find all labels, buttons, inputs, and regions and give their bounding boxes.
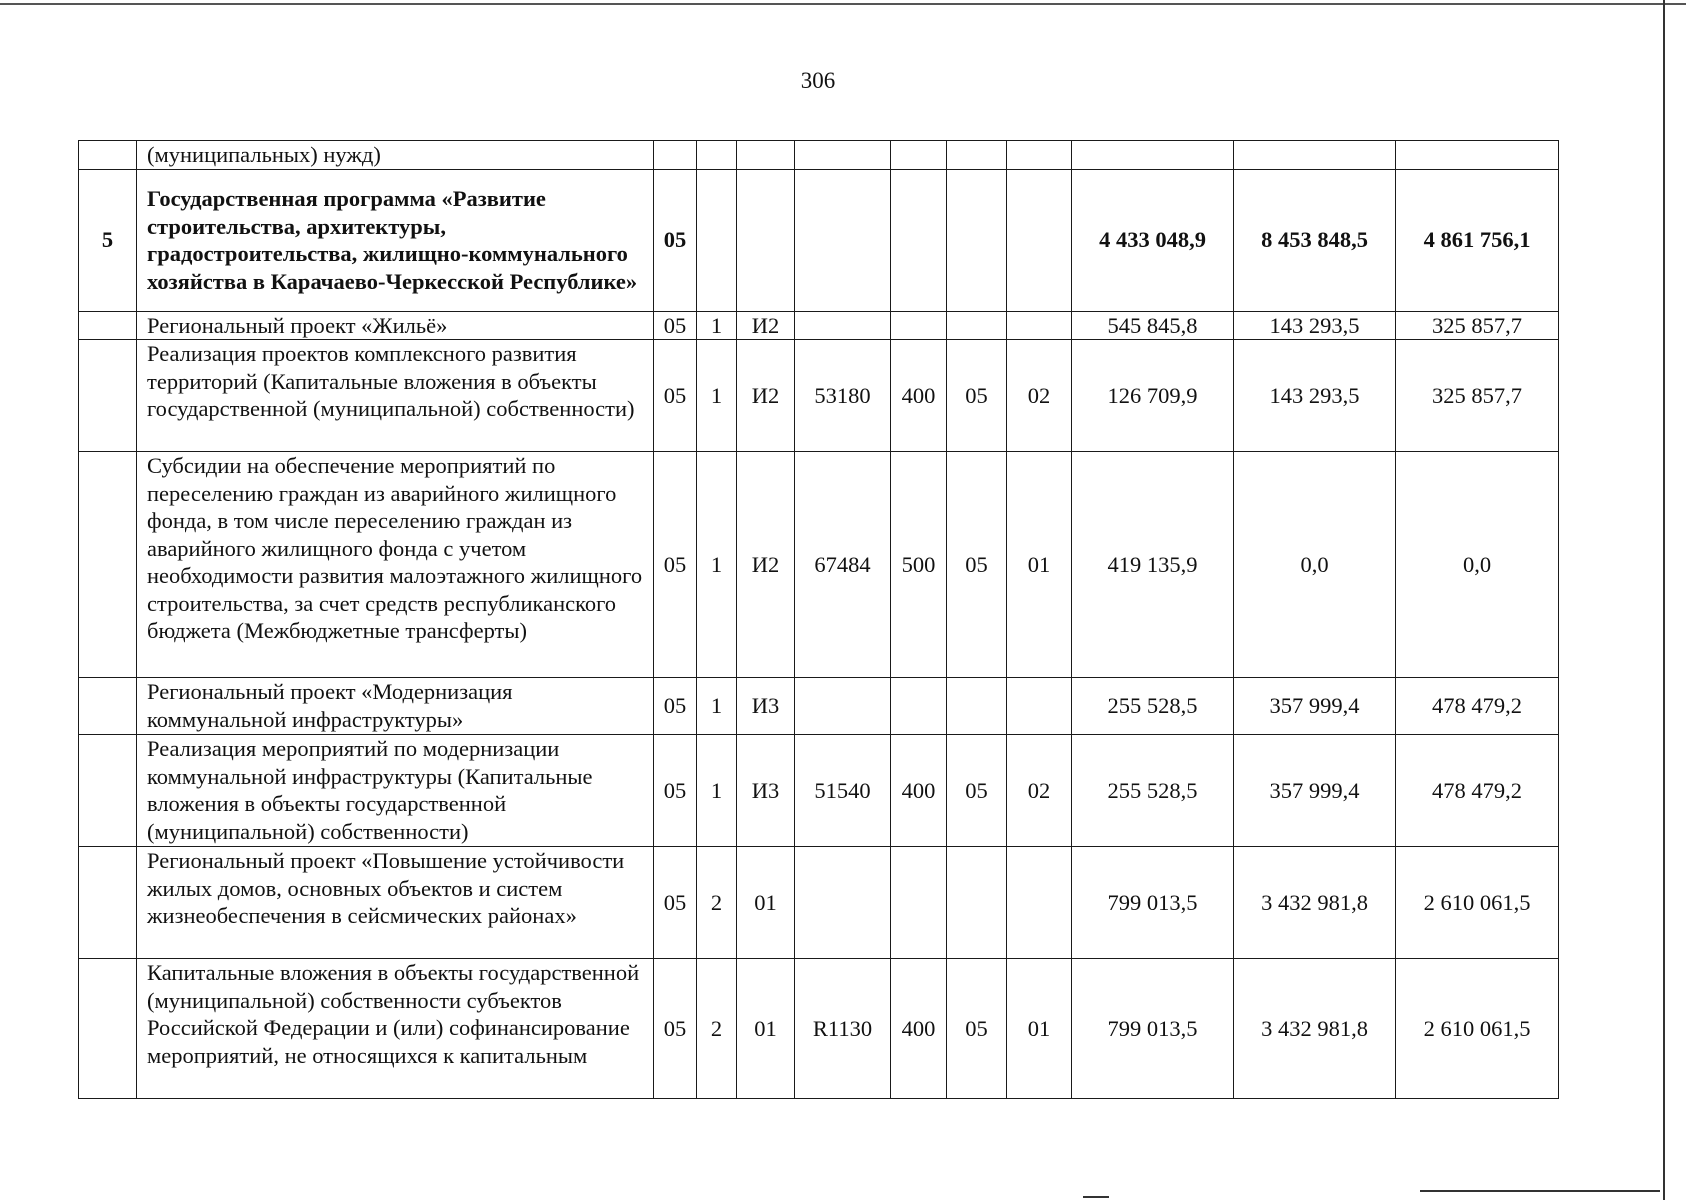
code-program bbox=[654, 141, 697, 170]
code-subprogram: 1 bbox=[697, 340, 737, 452]
code-project: И3 bbox=[737, 678, 795, 735]
code-subsection: 01 bbox=[1007, 959, 1072, 1099]
row-description: Государственная программа «Развитие строительства, архитектуры, градостроительства, жилищно-коммунального хозяйства в Карачаево-Черкесской Республике» bbox=[137, 169, 654, 311]
row-description: (муниципальных) нужд) bbox=[137, 141, 654, 170]
code-target: 67484 bbox=[795, 452, 891, 678]
amount-year-3 bbox=[1396, 141, 1559, 170]
code-expense-type: 400 bbox=[891, 340, 947, 452]
code-subprogram: 1 bbox=[697, 735, 737, 847]
row-description: Региональный проект «Повышение устойчивости жилых домов, основных объектов и систем жизнеобеспечения в сейсмических районах» bbox=[137, 847, 654, 959]
table-row bbox=[79, 169, 1559, 311]
code-expense-type bbox=[891, 678, 947, 735]
code-program: 05 bbox=[654, 169, 697, 311]
code-expense-type bbox=[891, 169, 947, 311]
amount-year-1: 126 709,9 bbox=[1072, 340, 1234, 452]
code-subsection bbox=[1007, 847, 1072, 959]
code-subsection bbox=[1007, 311, 1072, 340]
code-project bbox=[737, 141, 795, 170]
code-target: 53180 bbox=[795, 340, 891, 452]
amount-year-3: 478 479,2 bbox=[1396, 678, 1559, 735]
scan-artifact-bottom-mid bbox=[1083, 1196, 1109, 1198]
code-section bbox=[947, 169, 1007, 311]
code-expense-type: 500 bbox=[891, 452, 947, 678]
row-description: Субсидии на обеспечение мероприятий по переселению граждан из аварийного жилищного фонда, в том числе переселению граждан из аварийного жилищного фонда с учетом необходимости развития малоэтажного жилищного строительства, за счет средств республиканского бюджета (Межбюджетные трансферты) bbox=[137, 452, 654, 678]
code-program: 05 bbox=[654, 678, 697, 735]
scan-artifact-top-line bbox=[0, 3, 1686, 5]
code-section bbox=[947, 847, 1007, 959]
code-project: И2 bbox=[737, 311, 795, 340]
row-description: Капитальные вложения в объекты государственной (муниципальной) собственности субъектов Российской Федерации и (или) софинансирование мероприятий, не относящихся к капитальным bbox=[137, 959, 654, 1099]
table-row bbox=[79, 141, 1559, 170]
code-subprogram: 1 bbox=[697, 311, 737, 340]
code-subsection bbox=[1007, 169, 1072, 311]
code-expense-type bbox=[891, 311, 947, 340]
code-section: 05 bbox=[947, 452, 1007, 678]
amount-year-2 bbox=[1234, 141, 1396, 170]
code-program: 05 bbox=[654, 735, 697, 847]
code-section: 05 bbox=[947, 340, 1007, 452]
amount-year-3: 325 857,7 bbox=[1396, 340, 1559, 452]
code-subsection: 01 bbox=[1007, 452, 1072, 678]
amount-year-3: 2 610 061,5 bbox=[1396, 847, 1559, 959]
scan-artifact-bottom-right bbox=[1420, 1190, 1660, 1192]
amount-year-2: 3 432 981,8 bbox=[1234, 847, 1396, 959]
code-expense-type bbox=[891, 847, 947, 959]
code-program: 05 bbox=[654, 340, 697, 452]
table-body bbox=[79, 141, 1559, 1099]
code-subprogram: 1 bbox=[697, 678, 737, 735]
code-program: 05 bbox=[654, 311, 697, 340]
row-description: Региональный проект «Жильё» bbox=[137, 311, 654, 340]
amount-year-2: 3 432 981,8 bbox=[1234, 959, 1396, 1099]
code-project: И2 bbox=[737, 340, 795, 452]
amount-year-2: 143 293,5 bbox=[1234, 311, 1396, 340]
page-number: 306 bbox=[800, 68, 836, 93]
row-number bbox=[79, 959, 137, 1099]
amount-year-1: 255 528,5 bbox=[1072, 735, 1234, 847]
row-description: Реализация мероприятий по модернизации коммунальной инфраструктуры (Капитальные вложения в объекты государственной (муниципальной) собственности) bbox=[137, 735, 654, 847]
code-subprogram bbox=[697, 169, 737, 311]
code-project: 01 bbox=[737, 847, 795, 959]
amount-year-3: 4 861 756,1 bbox=[1396, 169, 1559, 311]
code-subprogram bbox=[697, 141, 737, 170]
row-number bbox=[79, 735, 137, 847]
amount-year-1: 4 433 048,9 bbox=[1072, 169, 1234, 311]
amount-year-3: 478 479,2 bbox=[1396, 735, 1559, 847]
table-row bbox=[79, 678, 1559, 735]
code-program: 05 bbox=[654, 959, 697, 1099]
code-project: 01 bbox=[737, 959, 795, 1099]
code-project bbox=[737, 169, 795, 311]
code-section: 05 bbox=[947, 959, 1007, 1099]
row-number bbox=[79, 340, 137, 452]
table-row bbox=[79, 735, 1559, 847]
table-row bbox=[79, 847, 1559, 959]
row-number bbox=[79, 847, 137, 959]
code-section bbox=[947, 141, 1007, 170]
code-expense-type: 400 bbox=[891, 735, 947, 847]
row-number bbox=[79, 452, 137, 678]
amount-year-2: 357 999,4 bbox=[1234, 735, 1396, 847]
table-row bbox=[79, 340, 1559, 452]
row-number bbox=[79, 311, 137, 340]
table-row bbox=[79, 311, 1559, 340]
code-target: 51540 bbox=[795, 735, 891, 847]
amount-year-2: 0,0 bbox=[1234, 452, 1396, 678]
code-target bbox=[795, 141, 891, 170]
code-expense-type: 400 bbox=[891, 959, 947, 1099]
code-target bbox=[795, 311, 891, 340]
table-row bbox=[79, 452, 1559, 678]
code-subsection bbox=[1007, 678, 1072, 735]
code-target bbox=[795, 169, 891, 311]
code-subsection bbox=[1007, 141, 1072, 170]
row-number bbox=[79, 678, 137, 735]
amount-year-1 bbox=[1072, 141, 1234, 170]
code-project: И3 bbox=[737, 735, 795, 847]
amount-year-3: 325 857,7 bbox=[1396, 311, 1559, 340]
row-description: Реализация проектов комплексного развития территорий (Капитальные вложения в объекты государственной (муниципальной) собственности) bbox=[137, 340, 654, 452]
code-subprogram: 1 bbox=[697, 452, 737, 678]
amount-year-1: 799 013,5 bbox=[1072, 847, 1234, 959]
code-target bbox=[795, 847, 891, 959]
amount-year-3: 0,0 bbox=[1396, 452, 1559, 678]
code-section bbox=[947, 678, 1007, 735]
row-number bbox=[79, 141, 137, 170]
code-target bbox=[795, 678, 891, 735]
amount-year-1: 419 135,9 bbox=[1072, 452, 1234, 678]
amount-year-2: 8 453 848,5 bbox=[1234, 169, 1396, 311]
amount-year-1: 255 528,5 bbox=[1072, 678, 1234, 735]
code-subprogram: 2 bbox=[697, 847, 737, 959]
amount-year-2: 143 293,5 bbox=[1234, 340, 1396, 452]
code-section bbox=[947, 311, 1007, 340]
amount-year-1: 799 013,5 bbox=[1072, 959, 1234, 1099]
amount-year-2: 357 999,4 bbox=[1234, 678, 1396, 735]
row-number: 5 bbox=[79, 169, 137, 311]
code-expense-type bbox=[891, 141, 947, 170]
row-description: Региональный проект «Модернизация коммунальной инфраструктуры» bbox=[137, 678, 654, 735]
code-target: R1130 bbox=[795, 959, 891, 1099]
code-subsection: 02 bbox=[1007, 340, 1072, 452]
table-row bbox=[79, 959, 1559, 1099]
code-project: И2 bbox=[737, 452, 795, 678]
code-subprogram: 2 bbox=[697, 959, 737, 1099]
code-section: 05 bbox=[947, 735, 1007, 847]
code-program: 05 bbox=[654, 452, 697, 678]
budget-table bbox=[78, 140, 1559, 1099]
scan-artifact-right-edge bbox=[1663, 0, 1665, 1200]
amount-year-3: 2 610 061,5 bbox=[1396, 959, 1559, 1099]
code-program: 05 bbox=[654, 847, 697, 959]
code-subsection: 02 bbox=[1007, 735, 1072, 847]
amount-year-1: 545 845,8 bbox=[1072, 311, 1234, 340]
